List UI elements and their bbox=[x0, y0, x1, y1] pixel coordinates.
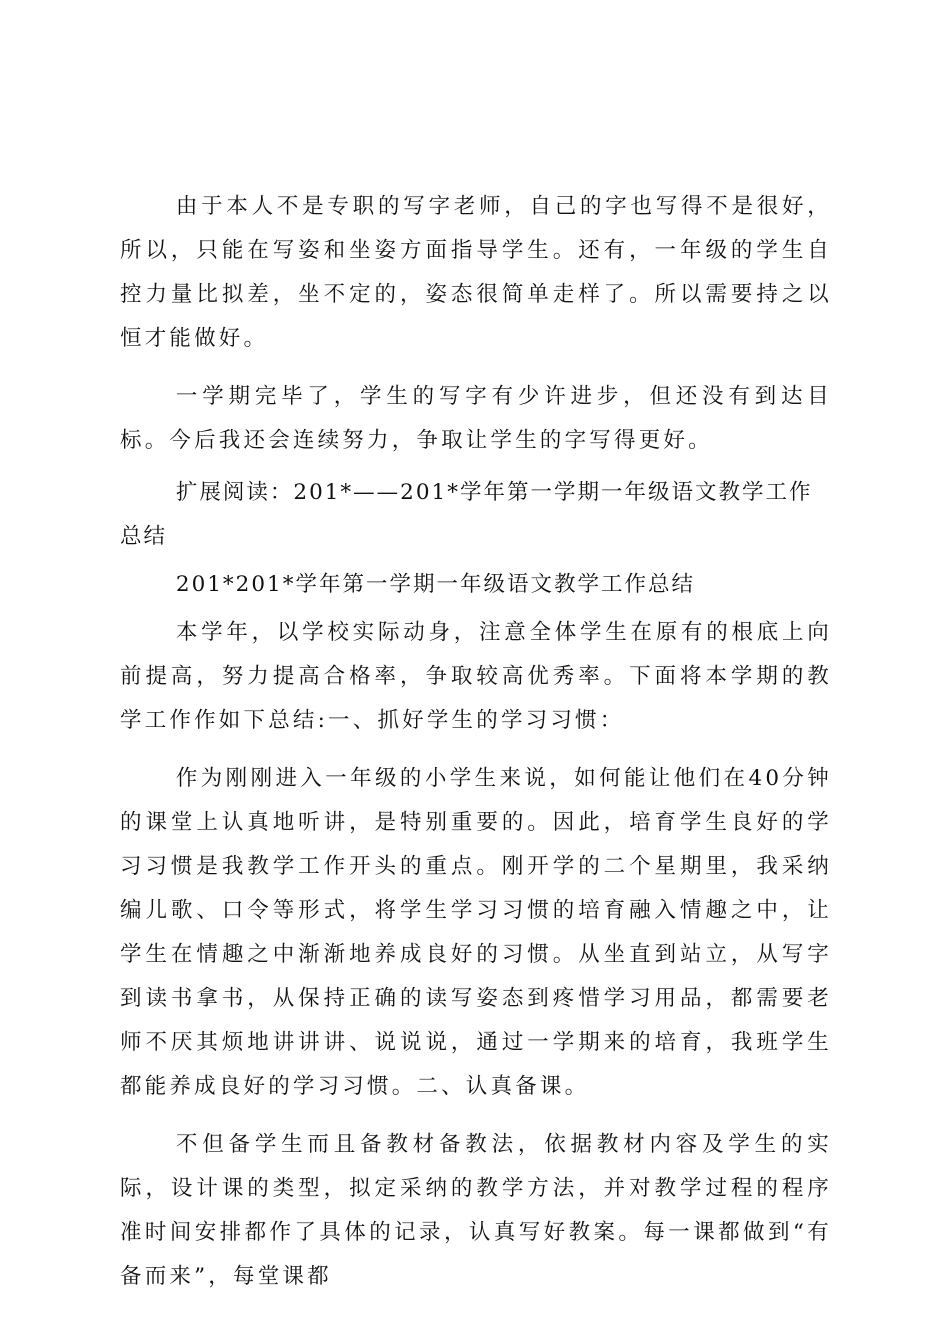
extended-reading-title: 扩展阅读：201*——201*学年第一学期一年级语文教学工作总结 bbox=[120, 480, 813, 549]
paragraph-lesson-prep: 不但备学生而且备教材备教法，依据教材内容及学生的实际，设计课的类型，拟定采纳的教学方法，并对教学过程的程序准时间安排都作了具体的记录，认真写好教案。每一课都做到“有备而来”，每堂课都 bbox=[120, 1132, 832, 1289]
document-body bbox=[120, 185, 832, 1313]
paragraph-study-habits: 作为刚刚进入一年级的小学生来说，如何能让他们在40分钟的课堂上认真地听讲，是特别重要的。因此，培育学生良好的学习习惯是我教学工作开头的重点。刚开学的二个星期里，我采纳编儿歌、口令等形式，将学生学习习惯的培育融入情趣之中，让学生在情趣之中渐渐地养成良好的习惯。从坐直到站立，从写字到读书拿书，从保持正确的读写姿态到疼惜学习用品，都需要老师不厌其烦地讲讲讲、说说说，通过一学期来的培育，我班学生都能养成良好的学习习惯。二、认真备课。 bbox=[120, 766, 832, 1099]
paragraph-semester-end: 一学期完毕了，学生的写字有少许进步，但还没有到达目标。今后我还会连续努力，争取让学生的字写得更好。 bbox=[120, 384, 832, 453]
summary-title: 201*201*学年第一学期一年级语文教学工作总结 bbox=[175, 572, 695, 597]
paragraph-handwriting-guidance: 由于本人不是专职的写字老师，自己的字也写得不是很好，所以，只能在写姿和坐姿方面指导学生。还有，一年级的学生自控力量比拟差，坐不定的，姿态很简单走样了。所以需要持之以恒才能做好。 bbox=[120, 194, 832, 351]
paragraph-intro: 本学年，以学校实际动身，注意全体学生在原有的根底上向前提高，努力提高合格率，争取较高优秀率。下面将本学期的教学工作作如下总结:一、抓好学生的学习习惯： bbox=[120, 620, 832, 733]
